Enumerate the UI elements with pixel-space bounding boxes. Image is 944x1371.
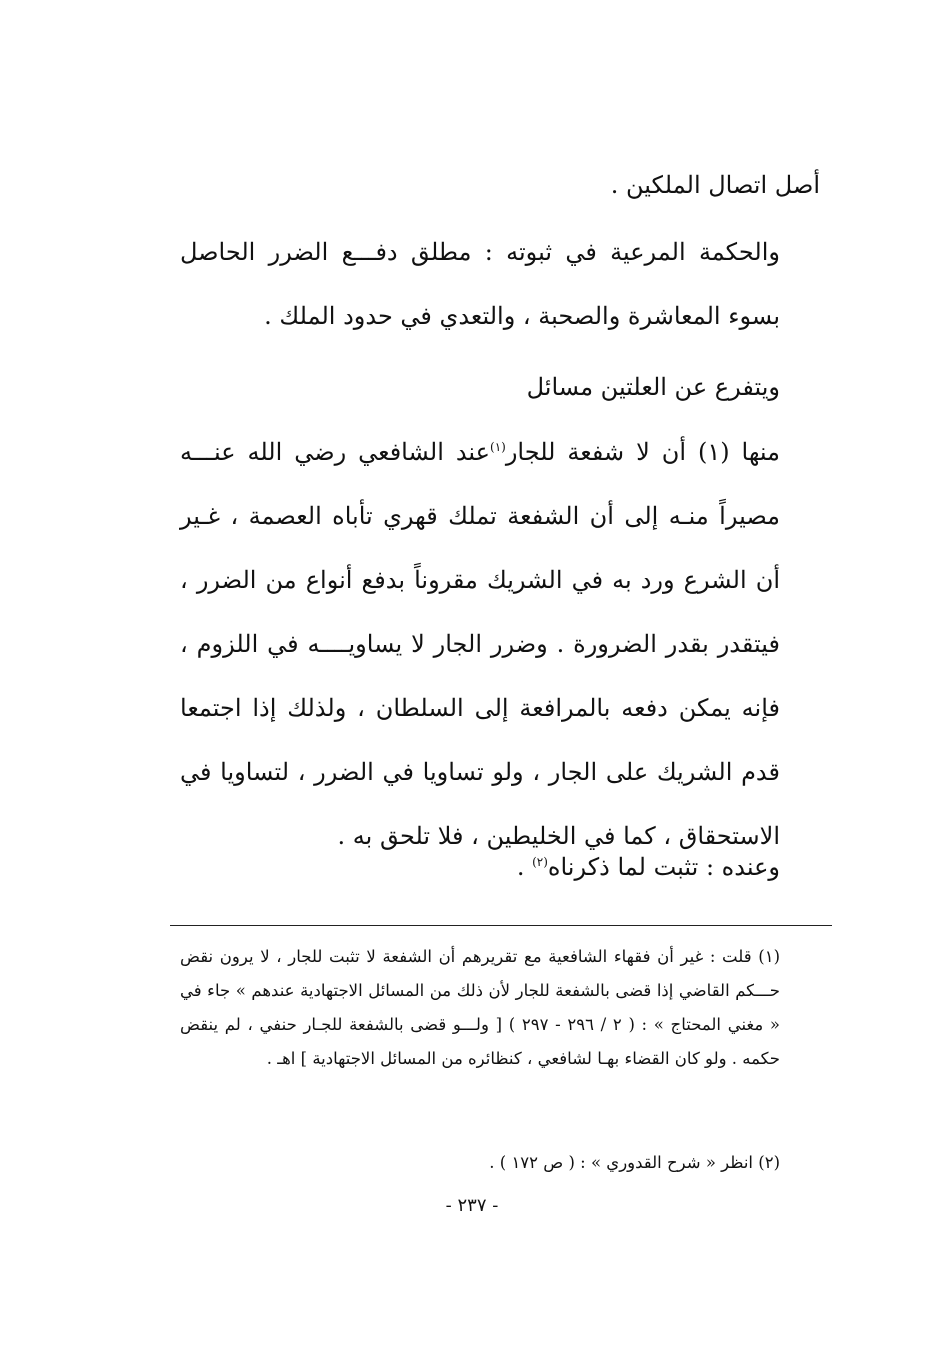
body-paragraph-5 [180,835,820,899]
body-paragraph-4 [180,420,820,868]
paragraph-start: وعنده : تثبت لما ذكرناه [547,853,780,881]
page-number: - ٢٣٧ - [445,1195,499,1216]
footnote-reference-2: (٢) [532,855,548,869]
paragraph [180,835,820,899]
paragraph [180,420,820,868]
body-line-1 [180,153,820,217]
paragraph-start: منها (١) أن لا شفعة للجار [505,438,780,466]
footnote-text: (١) قلت : غير أن فقهاء الشافعية مع تقريرهم أن الشفعة لا تثبت للجار ، لا يرون نقض حـــكم القاضي إذا قضى بالشفعة للجار لأن ذلك من المسائل الاجتهادية عندهم » جاء في « مغني المحتاج » : ( ٢ / ٢٩٦ - ٢٩٧ ) [ ولـــو قضى بالشفعة للجـار حنفي ، لم ينقض حكمه . ولو كان القضاء بهـا لشافعي ، كنظائره من المسائل الاجتهادية ] اهـ . [180,947,780,1068]
body-paragraph-3 [180,355,820,419]
paragraph: والحكمة المرعية في ثبوته : مطلق دفـــع الضرر الحاصل بسوء المعاشرة والصحبة ، والتعدي في حدود الملك . [180,238,780,330]
body-paragraph-2 [180,220,820,348]
footnote-reference-1: (١) [490,440,506,454]
footnote-separator [170,925,832,926]
paragraph: أصل اتصال الملكين . [610,171,820,199]
footnote-2 [180,1146,820,1180]
paragraph-rest: عند الشافعي رضي الله عنـــه مصيراً منـه إلى أن الشفعة تملك قهري تأباه العصمة ، غـير أن الشرع ورد به في الشريك مقروناً بدفع أنواع من الضرر ، فيتقدر بقدر الضرورة . وضرر الجار لا يساويــــه في اللزوم ، فإنه يمكن دفعه بالمرافعة إلى السلطان ، ولذلك إذا اجتمعا قدم الشريك على الجار ، ولو تساويا في الضرر ، لتساويا في الاستحقاق ، كما في الخليطين ، فلا تلحق به . [180,438,780,850]
footnote-1 [180,940,820,1076]
paragraph-end: . [516,853,533,881]
paragraph: ويتفرع عن العلتين مسائل [526,373,780,401]
footnote-text: (٢) انظر « شرح القدوري » : ( ص ١٧٢ ) . [489,1153,780,1172]
